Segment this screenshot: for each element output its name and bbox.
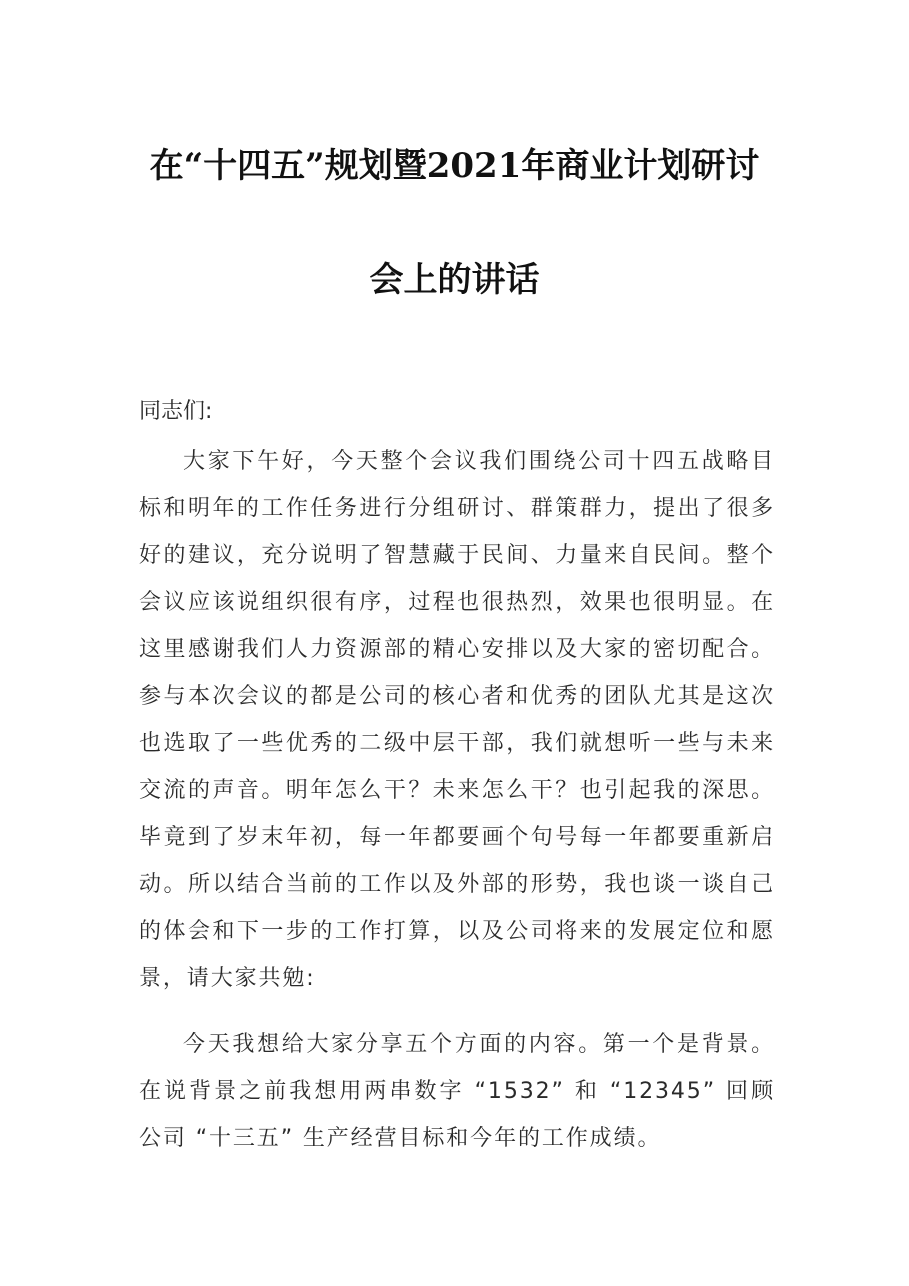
document-title-line-2: 会上的讲话 xyxy=(369,260,540,300)
body-paragraph-2: 今天我想给大家分享五个方面的内容。第一个是背景。在说背景之前我想用两串数字 “1532” 和 “12345” 回顾公司 “十三五” 生产经营目标和今年的工作成绩。 xyxy=(139,1032,775,1151)
document-title-line-1: 在“十四五”规划暨2021年商业计划研讨 xyxy=(149,146,760,186)
salutation: 同志们: xyxy=(139,399,213,424)
body-paragraph-1: 大家下午好，今天整个会议我们围绕公司十四五战略目标和明年的工作任务进行分组研讨、群策群力，提出了很多好的建议，充分说明了智慧藏于民间、力量来自民间。整个会议应该说组织很有序，过程也很热烈，效果也很明显。在这里感谢我们人力资源部的精心安排以及大家的密切配合。参与本次会议的都是公司的核心者和优秀的团队尤其是这次也选取了一些优秀的二级中层干部，我们就想听一些与未来交流的声音。明年怎么干？未来怎么干？也引起我的深思。毕竟到了岁末年初，每一年都要画个句号每一年都要重新启动。所以结合当前的工作以及外部的形势，我也谈一谈自己的体会和下一步的工作打算，以及公司将来的发展定位和愿景，请大家共勉: xyxy=(139,449,775,991)
